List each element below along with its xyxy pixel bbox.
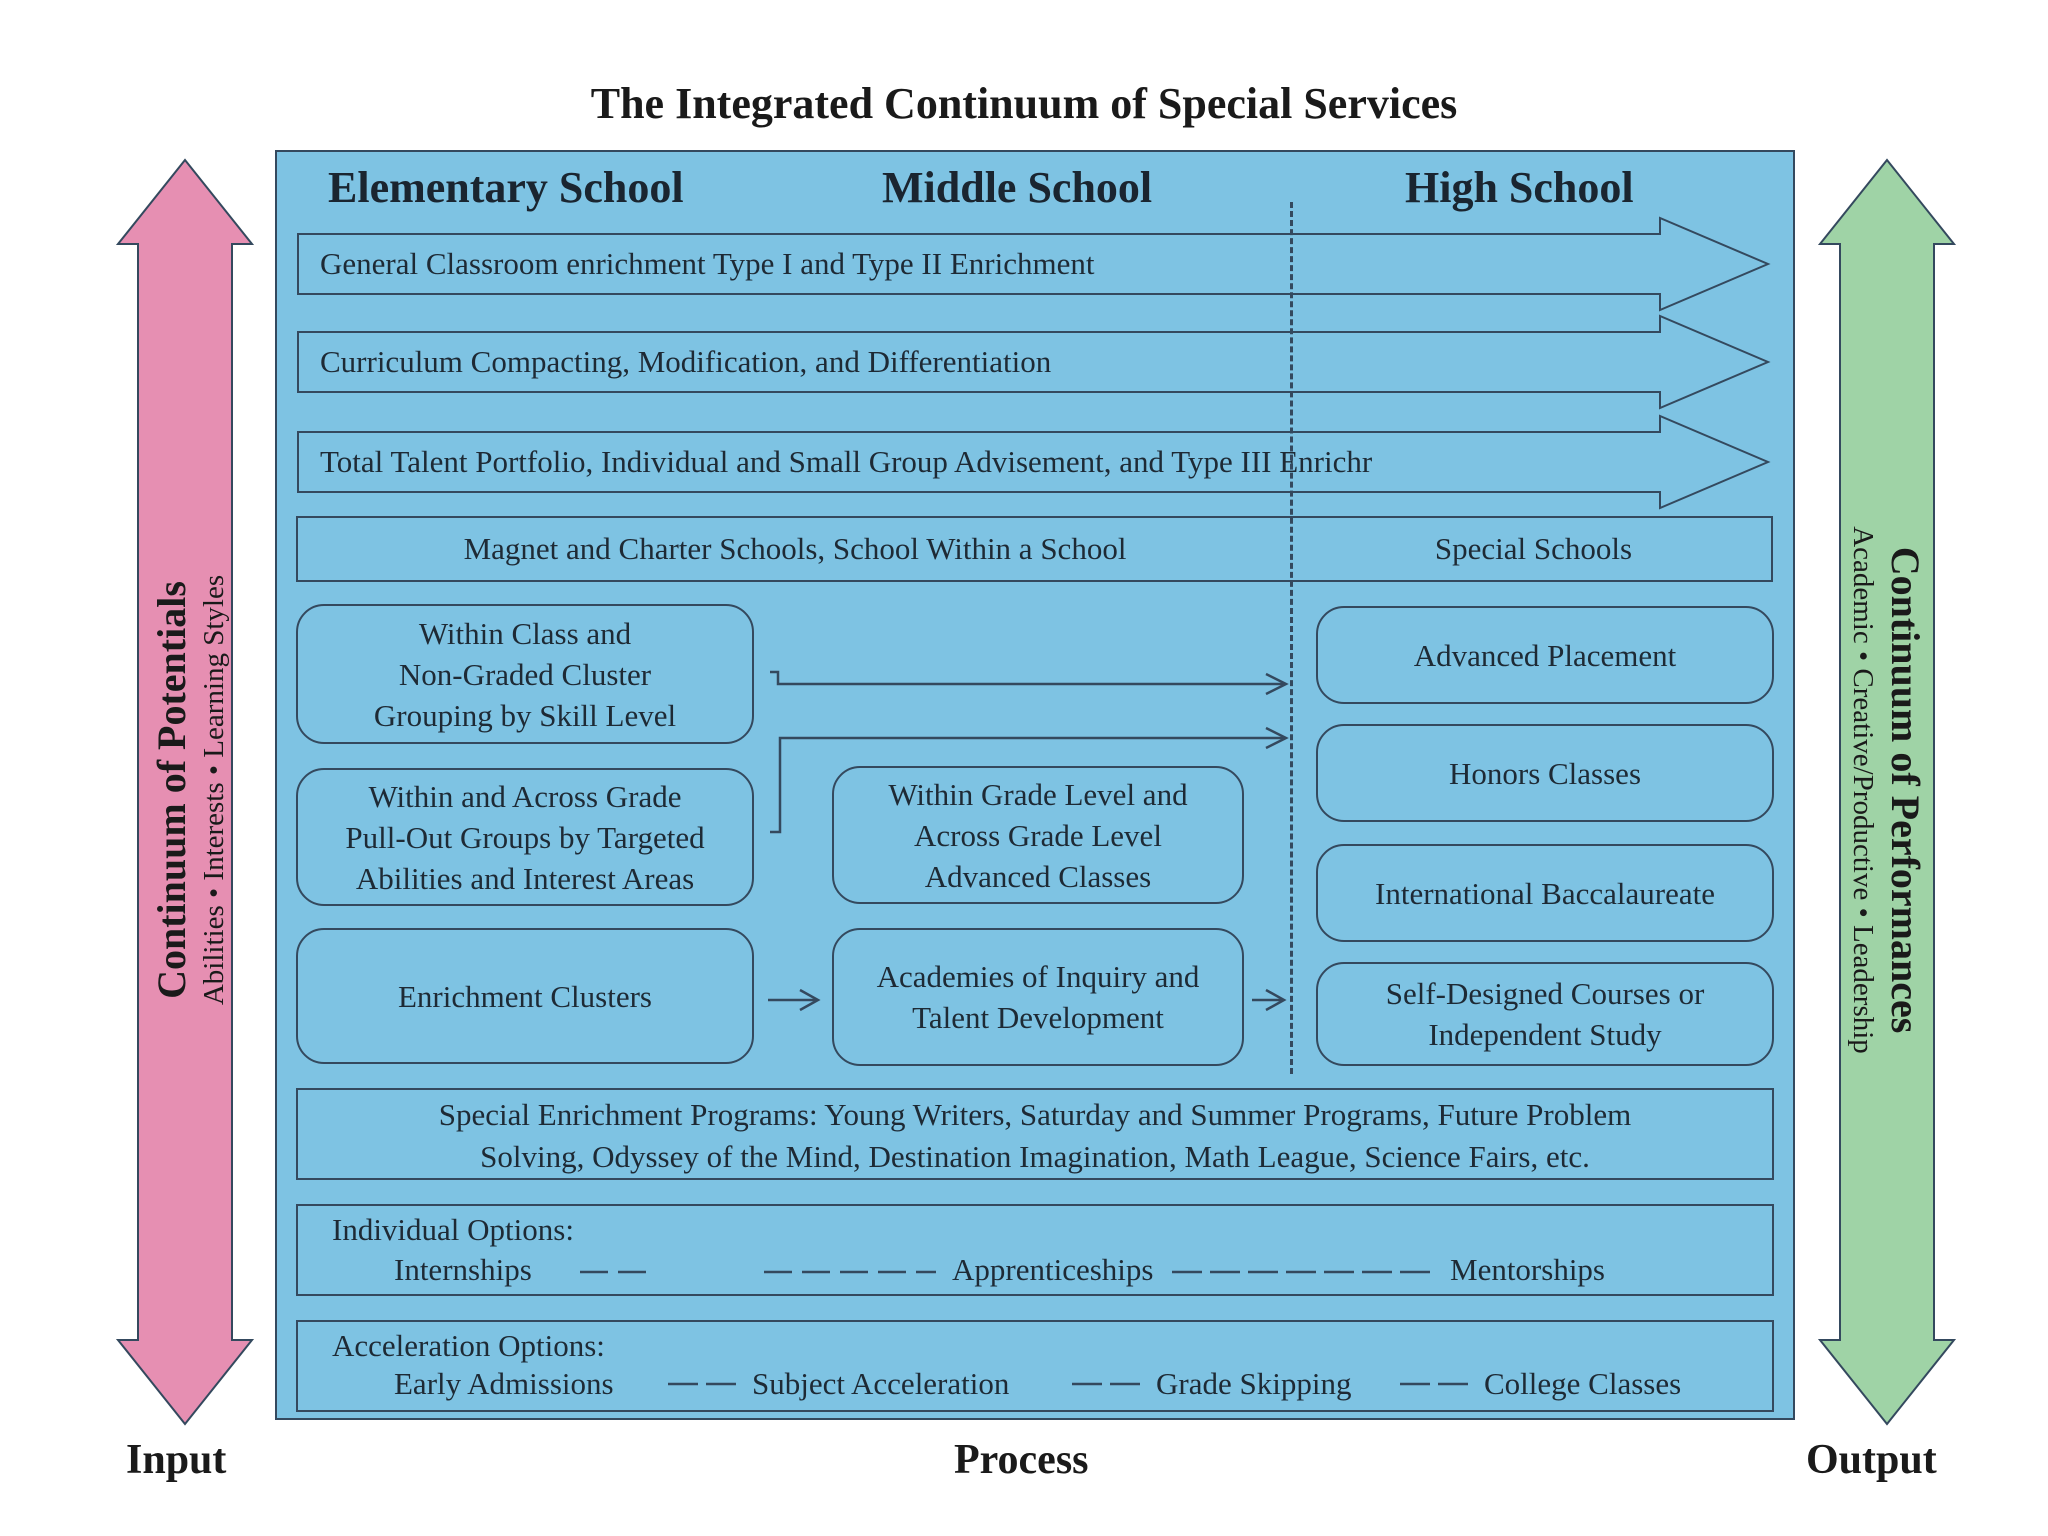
input-label: Input xyxy=(126,1437,227,1483)
left-arrow-subtitle: Abilities • Interests • Learning Styles xyxy=(198,574,230,1006)
college-classes-label: College Classes xyxy=(1484,1366,1682,1401)
academies-box xyxy=(832,928,1244,1066)
left-arrow-title: Continuum of Potentials xyxy=(149,581,194,999)
pullout-line-3: Abilities and Interest Areas xyxy=(355,860,695,896)
enrichment-clusters-box xyxy=(296,928,754,1064)
enrichment-clusters-label: Enrichment Clusters xyxy=(398,978,652,1014)
cluster-line-2: Non-Graded Cluster xyxy=(398,656,652,692)
mentorships-label: Mentorships xyxy=(1450,1252,1605,1287)
output-label: Output xyxy=(1806,1437,1937,1483)
arrow-label-total-talent: Total Talent Portfolio, Individual and Small Group Advisement, and Type III Enrichr xyxy=(320,444,1373,479)
advanced-classes-box xyxy=(832,766,1244,904)
arrow-label-curriculum-compacting: Curriculum Compacting, Modification, and Differentiation xyxy=(320,344,1052,379)
process-label: Process xyxy=(954,1437,1089,1483)
special-schools-label: Special Schools xyxy=(1434,531,1633,566)
advanced-placement-label: Advanced Placement xyxy=(1413,637,1677,673)
self-designed-line-2: Independent Study xyxy=(1428,1017,1662,1052)
self-designed-line-1: Self-Designed Courses or xyxy=(1385,976,1705,1011)
right-arrow-subtitle: Academic • Creative/Productive • Leadership xyxy=(1847,526,1879,1054)
magnet-schools-label: Magnet and Charter Schools, School Within a School xyxy=(463,531,1127,566)
early-admissions-label: Early Admissions xyxy=(394,1366,614,1401)
grade-line-2: Across Grade Level xyxy=(914,817,1162,853)
international-baccalaureate-label: International Baccalaureate xyxy=(1375,875,1715,911)
pullout-line-2: Pull-Out Groups by Targeted xyxy=(345,819,705,855)
individual-options-dashes xyxy=(296,1204,1774,1296)
academies-line-1: Academies of Inquiry and xyxy=(876,959,1200,994)
self-designed-courses-box xyxy=(1316,962,1774,1066)
cluster-line-3: Grouping by Skill Level xyxy=(373,697,677,733)
high-school-heading: High School xyxy=(1405,163,1634,212)
grade-skipping-label: Grade Skipping xyxy=(1156,1366,1352,1401)
international-baccalaureate-box xyxy=(1316,844,1774,942)
grade-line-1: Within Grade Level and xyxy=(888,776,1188,812)
grade-line-3: Advanced Classes xyxy=(924,858,1152,894)
pullout-line-1: Within and Across Grade xyxy=(368,778,682,814)
advanced-placement-box xyxy=(1316,606,1774,704)
academies-line-2: Talent Development xyxy=(912,1000,1164,1035)
acceleration-options-heading: Acceleration Options: xyxy=(332,1328,605,1363)
right-arrow-title: Continuum of Performances xyxy=(1883,546,1928,1034)
diagram-title: The Integrated Continuum of Special Services xyxy=(590,79,1458,128)
pull-out-groups-box xyxy=(296,768,754,906)
honors-classes-box xyxy=(1316,724,1774,822)
elementary-school-heading: Elementary School xyxy=(328,163,684,212)
internships-label: Internships xyxy=(394,1252,532,1287)
middle-school-heading: Middle School xyxy=(882,163,1153,212)
cluster-grouping-box xyxy=(296,604,754,744)
high-school-divider xyxy=(1290,202,1293,1074)
magnet-schools-row xyxy=(296,516,1773,582)
cluster-line-1: Within Class and xyxy=(418,615,632,651)
apprenticeships-label: Apprenticeships xyxy=(952,1252,1154,1287)
subject-acceleration-label: Subject Acceleration xyxy=(752,1366,1010,1401)
individual-options-heading: Individual Options: xyxy=(332,1212,574,1247)
special-enrichment-box xyxy=(296,1088,1774,1180)
arrow-label-general-classroom: General Classroom enrichment Type I and Type II Enrichment xyxy=(320,246,1095,281)
special-enrichment-line-1: Special Enrichment Programs: Young Writers, Saturday and Summer Programs, Future Problem xyxy=(438,1097,1632,1132)
acceleration-options-dashes xyxy=(296,1320,1774,1412)
special-enrichment-line-2: Solving, Odyssey of the Mind, Destination Imagination, Math League, Science Fairs, etc. xyxy=(480,1139,1590,1174)
honors-classes-label: Honors Classes xyxy=(1448,755,1642,791)
